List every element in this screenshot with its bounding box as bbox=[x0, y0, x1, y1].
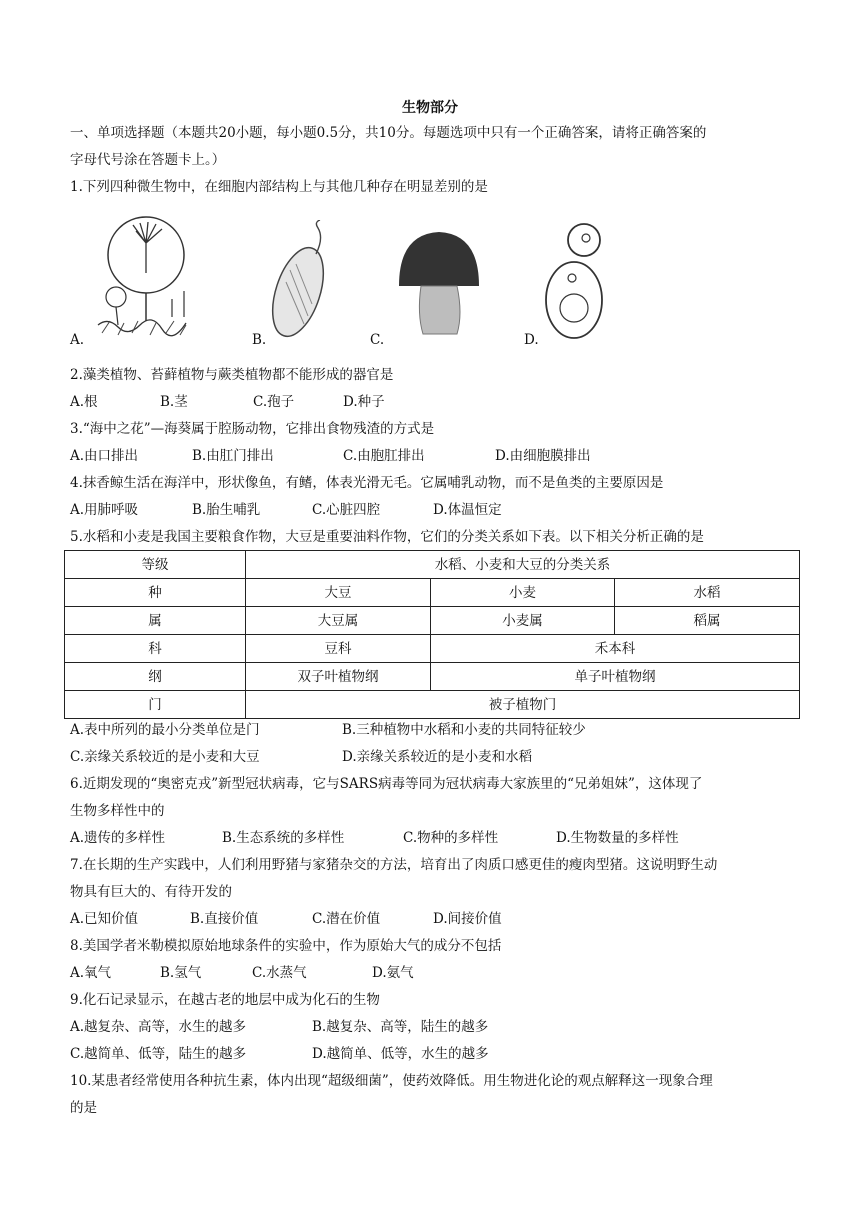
instructions-line-1: 一、单项选择题（本题共20小题，每小题0.5分，共10分。每题选项中只有一个正确答案，请将正确答案的 bbox=[70, 125, 707, 141]
q7-option-d: D.间接价值 bbox=[433, 911, 502, 927]
q7-option-b: B.直接价值 bbox=[190, 911, 259, 927]
table-cell: 单子叶植物纲 bbox=[431, 663, 800, 691]
q10-stem-line-1: 10.某患者经常使用各种抗生素，体内出现“超级细菌”，使药效降低。用生物进化论的观点解释这一现象合理 bbox=[70, 1073, 713, 1089]
q7-option-c: C.潜在价值 bbox=[312, 911, 381, 927]
table-cell: 大豆 bbox=[246, 579, 431, 607]
q4-option-c: C.心脏四腔 bbox=[312, 502, 381, 518]
q5-stem: 5.水稻和小麦是我国主要粮食作物，大豆是重要油料作物，它们的分类关系如下表。以下相关分析正确的是 bbox=[70, 529, 704, 545]
table-cell: 门 bbox=[65, 691, 246, 719]
q4-option-b: B.胎生哺乳 bbox=[192, 502, 261, 518]
q6-stem-line-1: 6.近期发现的“奥密克戎”新型冠状病毒，它与SARS病毒等同为冠状病毒大家族里的“兄弟姐妹”，这体现了 bbox=[70, 776, 703, 792]
q1-label-a: A. bbox=[70, 332, 85, 348]
q2-stem: 2.藻类植物、苔藓植物与蕨类植物都不能形成的器官是 bbox=[70, 367, 394, 383]
table-row bbox=[65, 663, 800, 691]
q2-option-d: D.种子 bbox=[343, 394, 385, 410]
table-cell: 禾本科 bbox=[431, 635, 800, 663]
q9-option-a: A.越复杂、高等，水生的越多 bbox=[70, 1019, 247, 1035]
q9-option-c: C.越简单、低等，陆生的越多 bbox=[70, 1046, 247, 1062]
q3-option-d: D.由细胞膜排出 bbox=[495, 448, 591, 464]
q4-option-d: D.体温恒定 bbox=[433, 502, 502, 518]
q4-option-a: A.用肺呼吸 bbox=[70, 502, 139, 518]
q1-label-c: C. bbox=[370, 332, 385, 348]
q5-option-a: A.表中所列的最小分类单位是门 bbox=[70, 722, 260, 738]
q3-option-c: C.由胞肛排出 bbox=[343, 448, 425, 464]
q9-option-b: B.越复杂、高等，陆生的越多 bbox=[312, 1019, 489, 1035]
classification-table bbox=[64, 550, 800, 719]
table-cell: 双子叶植物纲 bbox=[246, 663, 431, 691]
bacterium-illustration bbox=[268, 220, 338, 342]
instructions-line-2: 字母代号涂在答题卡上。） bbox=[70, 152, 226, 168]
q5-option-b: B.三种植物中水稻和小麦的共同特征较少 bbox=[342, 722, 586, 738]
q2-option-a: A.根 bbox=[70, 394, 98, 410]
q1-label-b: B. bbox=[252, 332, 267, 348]
table-row bbox=[65, 691, 800, 719]
q6-option-d: D.生物数量的多样性 bbox=[556, 830, 679, 846]
table-header-cell: 等级 bbox=[65, 551, 246, 579]
q10-stem-line-2: 的是 bbox=[70, 1100, 97, 1116]
q9-stem: 9.化石记录显示，在越古老的地层中成为化石的生物 bbox=[70, 992, 380, 1008]
q2-option-b: B.茎 bbox=[160, 394, 188, 410]
q8-option-d: D.氨气 bbox=[372, 965, 414, 981]
mushroom-illustration bbox=[395, 228, 483, 338]
q1-stem: 1.下列四种微生物中，在细胞内部结构上与其他几种存在明显差别的是 bbox=[70, 179, 488, 195]
q6-stem-line-2: 生物多样性中的 bbox=[70, 803, 165, 819]
table-cell: 大豆属 bbox=[246, 607, 431, 635]
q8-option-a: A.氧气 bbox=[70, 965, 112, 981]
q8-option-c: C.水蒸气 bbox=[252, 965, 307, 981]
table-cell: 稻属 bbox=[615, 607, 800, 635]
table-cell: 小麦 bbox=[431, 579, 615, 607]
section-title: 生物部分 bbox=[402, 100, 458, 116]
q6-option-c: C.物种的多样性 bbox=[403, 830, 499, 846]
yeast-illustration bbox=[540, 218, 610, 343]
q1-label-d: D. bbox=[524, 332, 539, 348]
table-row bbox=[65, 607, 800, 635]
q6-option-a: A.遗传的多样性 bbox=[70, 830, 166, 846]
q9-option-d: D.越简单、低等，水生的越多 bbox=[312, 1046, 489, 1062]
mold-illustration bbox=[88, 213, 198, 338]
q2-option-c: C.孢子 bbox=[253, 394, 295, 410]
table-cell: 豆科 bbox=[246, 635, 431, 663]
q3-stem: 3.“海中之花”—海葵属于腔肠动物，它排出食物残渣的方式是 bbox=[70, 421, 435, 437]
q7-stem-line-1: 7.在长期的生产实践中，人们利用野猪与家猪杂交的方法，培育出了肉质口感更佳的瘦肉型猪。这说明野生动 bbox=[70, 857, 718, 873]
q7-stem-line-2: 物具有巨大的、有待开发的 bbox=[70, 884, 232, 900]
q5-option-c: C.亲缘关系较近的是小麦和大豆 bbox=[70, 749, 260, 765]
q3-option-b: B.由肛门排出 bbox=[192, 448, 274, 464]
table-row bbox=[65, 635, 800, 663]
table-cell: 种 bbox=[65, 579, 246, 607]
q8-stem: 8.美国学者米勒模拟原始地球条件的实验中，作为原始大气的成分不包括 bbox=[70, 938, 502, 954]
table-cell: 属 bbox=[65, 607, 246, 635]
table-cell: 科 bbox=[65, 635, 246, 663]
table-cell: 被子植物门 bbox=[246, 691, 800, 719]
table-row bbox=[65, 551, 800, 579]
q3-option-a: A.由口排出 bbox=[70, 448, 139, 464]
table-cell: 纲 bbox=[65, 663, 246, 691]
q7-option-a: A.已知价值 bbox=[70, 911, 139, 927]
table-row bbox=[65, 579, 800, 607]
q6-option-b: B.生态系统的多样性 bbox=[222, 830, 345, 846]
q4-stem: 4.抹香鲸生活在海洋中，形状像鱼，有鳍，体表光滑无毛。它属哺乳动物，而不是鱼类的主要原因是 bbox=[70, 475, 664, 491]
table-cell: 水稻 bbox=[615, 579, 800, 607]
q5-option-d: D.亲缘关系较近的是小麦和水稻 bbox=[342, 749, 533, 765]
table-header-cell: 水稻、小麦和大豆的分类关系 bbox=[246, 551, 800, 579]
q8-option-b: B.氢气 bbox=[160, 965, 202, 981]
table-cell: 小麦属 bbox=[431, 607, 615, 635]
